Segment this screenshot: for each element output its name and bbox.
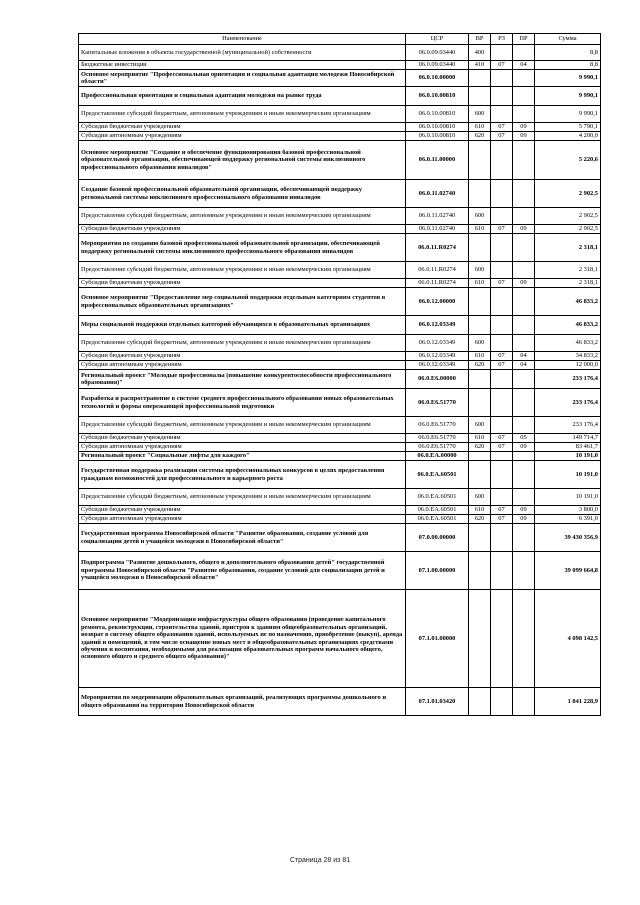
cell-name: Предоставление субсидий бюджетным, автономным учреждениям и иным некоммерческим организациям (79, 335, 406, 352)
cell-vr: 610 (469, 506, 491, 515)
cell-sum: 149 714,7 (535, 434, 601, 443)
cell-rz (491, 262, 513, 279)
table-row (79, 123, 601, 132)
cell-rz (491, 316, 513, 335)
cell-name: Основное мероприятие "Предоставление мер социальной поддержки отдельным категориям студентов в профессиональных образовательных организациях" (79, 288, 406, 316)
cell-rz (491, 370, 513, 389)
header-name: Наименование (79, 34, 406, 45)
cell-csr: 06.0.11.R0274 (406, 279, 469, 288)
cell-name: Предоставление субсидий бюджетным, автономным учреждениям и иным некоммерческим организациям (79, 489, 406, 506)
cell-csr: 06.0.10.00810 (406, 132, 469, 141)
cell-sum: 1 841 228,9 (535, 688, 601, 716)
cell-csr: 06.0.09.03440 (406, 45, 469, 61)
cell-pr (513, 688, 535, 716)
cell-vr: 610 (469, 279, 491, 288)
cell-name: Меры социальной поддержки отдельных категорий обучающихся в образовательных организациях (79, 316, 406, 335)
cell-rz (491, 106, 513, 123)
cell-vr (469, 87, 491, 106)
table-row (79, 132, 601, 141)
cell-rz (491, 141, 513, 180)
cell-csr: 06.0.12.00000 (406, 288, 469, 316)
cell-sum: 39 099 664,8 (535, 552, 601, 590)
cell-vr (469, 288, 491, 316)
cell-pr: 09 (513, 132, 535, 141)
cell-pr (513, 590, 535, 688)
cell-rz: 07 (491, 515, 513, 524)
table-row (79, 489, 601, 506)
table-row (79, 688, 601, 716)
cell-csr: 06.0.EA.60501 (406, 461, 469, 489)
cell-csr: 06.0.EA.60501 (406, 506, 469, 515)
cell-rz (491, 234, 513, 262)
cell-pr (513, 180, 535, 208)
cell-rz (491, 70, 513, 87)
cell-vr (469, 389, 491, 417)
cell-name: Предоставление субсидий бюджетным, автономным учреждениям и иным некоммерческим организациям (79, 106, 406, 123)
cell-pr (513, 316, 535, 335)
cell-name: Капитальные вложения в объекты государственной (муниципальной) собственности (79, 45, 406, 61)
cell-vr: 620 (469, 515, 491, 524)
cell-name: Субсидии автономным учреждениям (79, 515, 406, 524)
cell-sum: 46 833,2 (535, 288, 601, 316)
cell-rz: 07 (491, 132, 513, 141)
cell-pr (513, 452, 535, 461)
table-row (79, 279, 601, 288)
cell-rz (491, 389, 513, 417)
cell-pr (513, 417, 535, 434)
cell-vr: 600 (469, 489, 491, 506)
cell-pr (513, 370, 535, 389)
cell-sum: 6 391,0 (535, 515, 601, 524)
cell-pr (513, 70, 535, 87)
cell-rz (491, 335, 513, 352)
cell-vr: 600 (469, 335, 491, 352)
cell-name: Основное мероприятие "Профессиональная ориентация и социальная адаптация молодежи Новосибирской области" (79, 70, 406, 87)
cell-pr: 09 (513, 506, 535, 515)
cell-vr (469, 524, 491, 552)
table-row (79, 417, 601, 434)
cell-pr (513, 141, 535, 180)
cell-sum: 34 833,2 (535, 352, 601, 361)
cell-sum: 2 318,1 (535, 234, 601, 262)
table-row (79, 45, 601, 61)
cell-csr: 07.1.01.00000 (406, 590, 469, 688)
cell-vr (469, 316, 491, 335)
cell-vr (469, 688, 491, 716)
cell-rz: 07 (491, 225, 513, 234)
table-row (79, 370, 601, 389)
cell-name: Субсидии автономным учреждениям (79, 443, 406, 452)
table-header-row (79, 34, 601, 45)
cell-vr: 600 (469, 106, 491, 123)
page-footer: Страница 28 из 81 (289, 857, 351, 864)
cell-rz: 07 (491, 279, 513, 288)
cell-rz (491, 688, 513, 716)
cell-vr (469, 370, 491, 389)
cell-csr: 07.1.01.03420 (406, 688, 469, 716)
cell-vr: 620 (469, 443, 491, 452)
cell-csr: 06.0.11.02740 (406, 208, 469, 225)
cell-csr: 06.0.EA.60501 (406, 489, 469, 506)
cell-vr: 610 (469, 352, 491, 361)
cell-sum: 4 098 142,5 (535, 590, 601, 688)
table-row (79, 234, 601, 262)
cell-sum: 9 990,1 (535, 70, 601, 87)
cell-name: Подпрограмма "Развитие дошкольного, общего и дополнительного образования детей" государственной программы Новосибирской области "Развитие образования, создание условий для социализации детей и учащейся молодежи в Новосибирской области" (79, 552, 406, 590)
cell-csr: 06.0.12.03349 (406, 352, 469, 361)
cell-sum: 10 191,0 (535, 489, 601, 506)
cell-name: Предоставление субсидий бюджетным, автономным учреждениям и иным некоммерческим организациям (79, 208, 406, 225)
cell-pr: 04 (513, 61, 535, 70)
cell-sum: 10 191,0 (535, 461, 601, 489)
cell-rz (491, 417, 513, 434)
cell-sum: 46 833,2 (535, 316, 601, 335)
cell-name: Субсидии автономным учреждениям (79, 361, 406, 370)
table-row (79, 552, 601, 590)
cell-csr: 06.0.E6.00000 (406, 370, 469, 389)
cell-sum: 46 833,2 (535, 335, 601, 352)
cell-pr: 09 (513, 443, 535, 452)
cell-name: Предоставление субсидий бюджетным, автономным учреждениям и иным некоммерческим организациям (79, 262, 406, 279)
header-sum: Сумма (535, 34, 601, 45)
header-rz: РЗ (491, 34, 513, 45)
cell-name: Региональный проект "Молодые профессионалы (повышение конкурентоспособности профессионального образования)" (79, 370, 406, 389)
cell-rz (491, 590, 513, 688)
table-row (79, 452, 601, 461)
cell-pr: 09 (513, 123, 535, 132)
header-pr: ПР (513, 34, 535, 45)
cell-sum: 39 430 356,9 (535, 524, 601, 552)
cell-vr: 400 (469, 45, 491, 61)
cell-csr: 06.0.11.R0274 (406, 234, 469, 262)
table-body (79, 45, 601, 716)
cell-csr: 06.0.10.00000 (406, 70, 469, 87)
cell-pr (513, 234, 535, 262)
cell-rz (491, 452, 513, 461)
cell-name: Субсидии бюджетным учреждениям (79, 279, 406, 288)
cell-sum: 83 461,7 (535, 443, 601, 452)
cell-name: Субсидии бюджетным учреждениям (79, 506, 406, 515)
cell-name: Предоставление субсидий бюджетным, автономным учреждениям и иным некоммерческим организациям (79, 417, 406, 434)
cell-vr (469, 590, 491, 688)
cell-csr: 07.0.00.00000 (406, 524, 469, 552)
cell-vr: 600 (469, 417, 491, 434)
cell-rz: 07 (491, 506, 513, 515)
cell-pr (513, 524, 535, 552)
cell-sum: 9 990,1 (535, 87, 601, 106)
cell-rz (491, 524, 513, 552)
cell-csr: 06.0.E6.51770 (406, 389, 469, 417)
cell-rz (491, 180, 513, 208)
cell-vr: 610 (469, 225, 491, 234)
cell-csr: 06.0.E6.51770 (406, 417, 469, 434)
cell-rz (491, 552, 513, 590)
cell-vr (469, 180, 491, 208)
cell-rz: 07 (491, 123, 513, 132)
cell-sum: 5 790,1 (535, 123, 601, 132)
cell-name: Бюджетные инвестиции (79, 61, 406, 70)
cell-rz (491, 45, 513, 61)
budget-table (78, 33, 601, 716)
cell-pr: 05 (513, 434, 535, 443)
cell-pr (513, 489, 535, 506)
cell-rz (491, 87, 513, 106)
table-row (79, 434, 601, 443)
header-csr: ЦСР (406, 34, 469, 45)
table-row (79, 590, 601, 688)
cell-rz: 07 (491, 443, 513, 452)
cell-csr: 06.0.12.03349 (406, 316, 469, 335)
table-row (79, 180, 601, 208)
cell-vr (469, 452, 491, 461)
cell-pr (513, 208, 535, 225)
cell-name: Субсидии бюджетным учреждениям (79, 123, 406, 132)
cell-vr: 620 (469, 361, 491, 370)
cell-pr (513, 389, 535, 417)
cell-pr: 09 (513, 225, 535, 234)
cell-name: Субсидии бюджетным учреждениям (79, 434, 406, 443)
cell-csr: 06.0.10.00810 (406, 87, 469, 106)
table-row (79, 106, 601, 123)
cell-csr: 06.0.12.03349 (406, 335, 469, 352)
table-row (79, 352, 601, 361)
cell-name: Профессиональная ориентация и социальная адаптация молодежи на рынке труда (79, 87, 406, 106)
cell-vr (469, 70, 491, 87)
cell-csr: 06.0.12.03349 (406, 361, 469, 370)
table-row (79, 141, 601, 180)
cell-pr: 04 (513, 352, 535, 361)
cell-csr: 06.0.11.02740 (406, 225, 469, 234)
cell-vr: 620 (469, 132, 491, 141)
cell-csr: 06.0.EA.00000 (406, 452, 469, 461)
cell-name: Государственная поддержка реализации системы профессиональных конкурсов в целях предоставления гражданам возможностей для профессионального и карьерного роста (79, 461, 406, 489)
cell-csr: 06.0.E6.51770 (406, 443, 469, 452)
cell-sum: 4 200,0 (535, 132, 601, 141)
table-row (79, 208, 601, 225)
cell-csr: 07.1.00.00000 (406, 552, 469, 590)
cell-vr: 600 (469, 208, 491, 225)
table-row (79, 335, 601, 352)
cell-sum: 9 990,1 (535, 106, 601, 123)
cell-pr (513, 87, 535, 106)
table-row (79, 524, 601, 552)
cell-name: Региональный проект "Социальные лифты для каждого" (79, 452, 406, 461)
table-row (79, 361, 601, 370)
cell-sum: 8,8 (535, 61, 601, 70)
cell-pr: 04 (513, 361, 535, 370)
cell-rz (491, 288, 513, 316)
cell-vr (469, 141, 491, 180)
cell-csr: 06.0.E6.51770 (406, 434, 469, 443)
cell-vr: 600 (469, 262, 491, 279)
cell-csr: 06.0.11.02740 (406, 180, 469, 208)
cell-rz (491, 489, 513, 506)
table-row (79, 389, 601, 417)
cell-vr (469, 461, 491, 489)
table-row (79, 506, 601, 515)
cell-rz: 07 (491, 361, 513, 370)
cell-pr (513, 461, 535, 489)
cell-rz: 07 (491, 434, 513, 443)
cell-pr: 09 (513, 279, 535, 288)
budget-table-container (78, 33, 600, 716)
table-row (79, 262, 601, 279)
table-row (79, 316, 601, 335)
cell-sum: 233 176,4 (535, 389, 601, 417)
cell-sum: 8,8 (535, 45, 601, 61)
table-row (79, 288, 601, 316)
cell-csr: 06.0.11.R0274 (406, 262, 469, 279)
cell-sum: 233 176,4 (535, 370, 601, 389)
cell-csr: 06.0.11.00000 (406, 141, 469, 180)
cell-sum: 10 191,0 (535, 452, 601, 461)
header-vr: ВР (469, 34, 491, 45)
table-row (79, 61, 601, 70)
cell-vr (469, 234, 491, 262)
cell-pr: 09 (513, 515, 535, 524)
cell-vr: 410 (469, 61, 491, 70)
table-row (79, 70, 601, 87)
cell-rz: 07 (491, 61, 513, 70)
cell-csr: 06.0.EA.60501 (406, 515, 469, 524)
cell-name: Основное мероприятие "Создание и обеспечение функционирования базовой профессиональной образовательной организации, обеспечивающей поддержку региональной системы инклюзивного профессионального образования инвалидов" (79, 141, 406, 180)
cell-sum: 2 902,5 (535, 225, 601, 234)
cell-csr: 06.0.10.00810 (406, 106, 469, 123)
cell-name: Основное мероприятие "Модернизация инфраструктуры общего образования (проведение капитального ремонта, реконструкции, строительства зданий, пристроя к зданиям общеобразовательных организаций, возврат в систему общего образования зданий, используемых не по назначению, приобретение (выкуп), аренда зданий и помещений, в том числе оснащение новых мест в общеобразовательных организациях средствами обучения и воспитания, необходимыми для реализации образовательных программ начального общего, основного общего и среднего общего образования)" (79, 590, 406, 688)
cell-name: Субсидии автономным учреждениям (79, 132, 406, 141)
cell-csr: 06.0.09.03440 (406, 61, 469, 70)
cell-vr: 610 (469, 123, 491, 132)
cell-name: Субсидии бюджетным учреждениям (79, 225, 406, 234)
cell-sum: 5 220,6 (535, 141, 601, 180)
cell-csr: 06.0.10.00810 (406, 123, 469, 132)
cell-pr (513, 335, 535, 352)
cell-name: Разработка и распространение в системе среднего профессионального образования новых образовательных технологий и формы опережающей профессиональной подготовки (79, 389, 406, 417)
cell-pr (513, 106, 535, 123)
table-row (79, 443, 601, 452)
cell-rz (491, 208, 513, 225)
cell-sum: 2 318,1 (535, 279, 601, 288)
cell-pr (513, 262, 535, 279)
cell-pr (513, 45, 535, 61)
cell-sum: 233 176,4 (535, 417, 601, 434)
cell-rz: 07 (491, 352, 513, 361)
cell-name: Создание базовой профессиональной образовательной организации, обеспечивающей поддержку региональной системы инклюзивного профессионального образования инвалидов (79, 180, 406, 208)
table-row (79, 461, 601, 489)
cell-rz (491, 461, 513, 489)
cell-sum: 3 800,0 (535, 506, 601, 515)
cell-pr (513, 288, 535, 316)
table-row (79, 87, 601, 106)
table-row (79, 225, 601, 234)
cell-sum: 2 902,5 (535, 208, 601, 225)
cell-sum: 12 000,0 (535, 361, 601, 370)
cell-sum: 2 902,5 (535, 180, 601, 208)
table-row (79, 515, 601, 524)
cell-vr: 610 (469, 434, 491, 443)
cell-sum: 2 318,1 (535, 262, 601, 279)
cell-name: Государственная программа Новосибирской области "Развитие образования, создание условий для социализации детей и учащейся молодежи в Новосибирской области" (79, 524, 406, 552)
cell-pr (513, 552, 535, 590)
cell-vr (469, 552, 491, 590)
cell-name: Мероприятия по модернизации образовательных организаций, реализующих программы дошкольного и общего образования на территории Новосибирской области (79, 688, 406, 716)
cell-name: Мероприятия по созданию базовой профессиональной образовательной организации, обеспечивающей поддержку региональной системы инклюзивного профессионального образования инвалидов (79, 234, 406, 262)
cell-name: Субсидии бюджетным учреждениям (79, 352, 406, 361)
